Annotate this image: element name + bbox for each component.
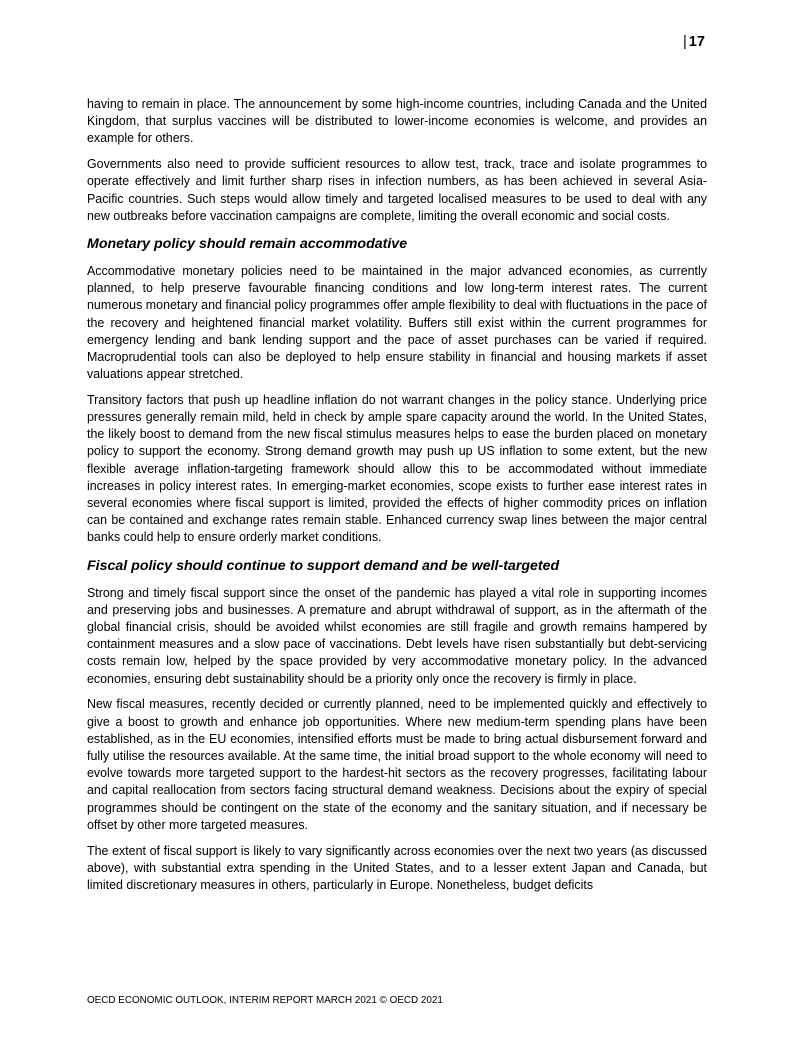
page-number-value: 17	[688, 34, 705, 50]
paragraph: Strong and timely fiscal support since the onset of the pandemic has played a vital role in supporting incomes and preserving jobs and businesses. A premature and abrupt withdrawal of support, as in the aftermath of the global financial crisis, should be avoided whilst economies are still fragile and growth remains hampered by containment measures and a slow pace of vaccinations. Debt levels have risen substantially but debt-servicing costs remain low, helped by the space provided by very accommodative monetary policy. In the advanced economies, ensuring debt sustainability should be a priority only once the recovery is firmly in place.	[87, 585, 707, 686]
section-heading-fiscal-policy: Fiscal policy should continue to support demand and be well-targeted	[87, 557, 560, 574]
paragraph: New fiscal measures, recently decided or currently planned, need to be implemented quickly and effectively to give a boost to growth and enhance job opportunities. Where new medium-term spending plans have been established, as in the EU economies, intensified efforts must be made to bring actual disbursement forward and fully utilise the resources available. At the same time, the initial broad support to the whole economy will need to evolve towards more targeted support to the hardest-hit sectors as the recovery progresses, facilitating labour and capital reallocation from sectors facing structural demand weakness. Decisions about the expiry of special programmes should be contingent on the state of the economy and the sanitary situation, and if necessary be offset by other more targeted measures.	[87, 697, 707, 832]
paragraph: Governments also need to provide sufficient resources to allow test, track, trace and isolate programmes to operate effectively and limit further sharp rises in infection numbers, as has been achieved in several Asia-Pacific countries. Such steps would allow timely and targeted localised measures to be used to deal with any new outbreaks before vaccination campaigns are complete, limiting the overall economic and social costs.	[87, 157, 707, 223]
paragraph: Transitory factors that push up headline inflation do not warrant changes in the policy stance. Underlying price pressures generally remain mild, held in check by ample spare capacity around the world. In the United States, the likely boost to demand from the new fiscal stimulus measures helps to ease the burden placed on monetary policy to support the economy. Strong demand growth may push up US inflation to some extent, but the new flexible average inflation-targeting framework should allow this to be accommodated without immediate increases in policy interest rates. In emerging-market economies, scope exists to further ease interest rates in several economies where fiscal support is limited, provided the effects of higher commodity prices on inflation can be contained and exchange rates remain stable. Enhanced currency swap lines between the major central banks could help to ensure orderly market conditions.	[87, 392, 707, 545]
page-number	[683, 34, 705, 50]
page-footer: OECD ECONOMIC OUTLOOK, INTERIM REPORT MARCH 2021 © OECD 2021	[87, 995, 443, 1006]
paragraph: having to remain in place. The announcement by some high-income countries, including Canada and the United Kingdom, that surplus vaccines will be distributed to lower-income economies is welcome, and provides an example for others.	[87, 97, 707, 146]
paragraph: The extent of fiscal support is likely to vary significantly across economies over the next two years (as discussed above), with substantial extra spending in the United States, and to a lesser extent Japan and Canada, but limited discretionary measures in others, particularly in Europe. Nonetheless, budget deficits	[87, 843, 707, 892]
section-heading-monetary-policy: Monetary policy should remain accommodative	[87, 235, 408, 252]
page-number-separator: |	[683, 34, 687, 50]
document-body	[87, 96, 707, 903]
paragraph: Accommodative monetary policies need to be maintained in the major advanced economies, as currently planned, to help preserve favourable financing conditions and low long-term interest rates. The current numerous monetary and financial policy programmes offer ample flexibility to deal with fluctuations in the pace of the recovery and heightened financial market volatility. Buffers still exist within the current programmes for emergency lending and bank lending support and the pace of asset purchases can be varied if required. Macroprudential tools can also be deployed to help ensure stability in financial and housing markets if asset valuations appear stretched.	[87, 263, 707, 382]
